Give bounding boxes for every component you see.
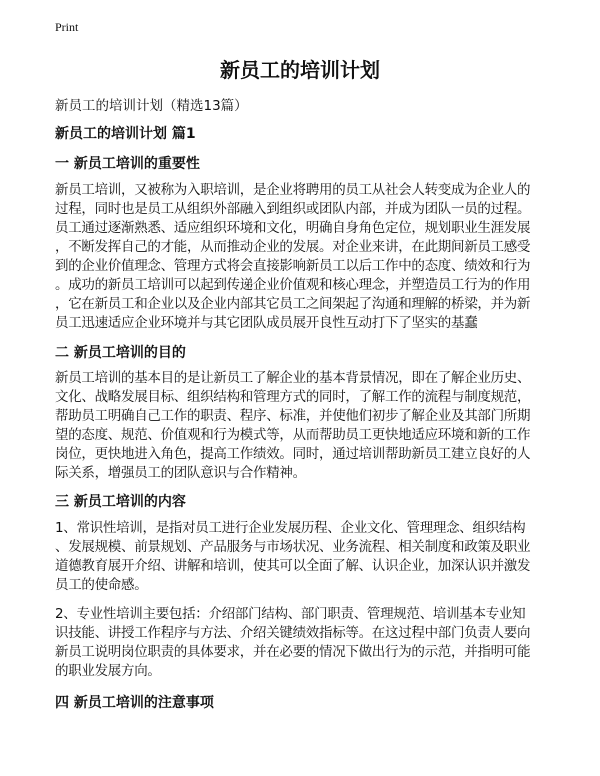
paragraph-line: 识技能、讲授工作程序与方法、介绍关键绩效指标等。在这过程中部门负责人要向	[55, 625, 531, 641]
paragraph-line: 帮助员工明确自己工作的职责、程序、标准，并使他们初步了解企业及其部门所期	[55, 408, 531, 424]
paragraph-line: 岗位，更快地进入角色，提高工作绩效。同时，通过培训帮助新员工建立良好的人	[55, 446, 531, 462]
paragraph-line: 的职业发展方向。	[55, 663, 161, 679]
paragraph-line: 2、专业性培训主要包括：介绍部门结构、部门职责、管理规范、培训基本专业知	[55, 606, 526, 622]
paragraph-line: 1、常识性培训，是指对员工进行企业发展历程、企业文化、管理理念、组织结构	[55, 520, 526, 536]
paragraph-line: 过程，同时也是员工从组织外部融入到组织或团队内部，并成为团队一员的过程。	[55, 201, 531, 217]
paragraph-line: 新员工说明岗位职责的具体要求，并在必要的情况下做出行为的示范，并指明可能	[55, 644, 531, 660]
paragraph-line: 到的企业价值理念、管理方式将会直接影响新员工以后工作中的态度、绩效和行为	[55, 258, 531, 274]
section-heading: 三 新员工培训的内容	[55, 494, 186, 510]
paragraph	[55, 519, 530, 595]
part-heading: 新员工的培训计划 篇1	[55, 126, 196, 142]
paragraph-line: 新员工培训，又被称为入职培训，是企业将聘用的员工从社会人转变成为企业人的	[55, 182, 531, 198]
page-title: 新员工的培训计划	[220, 58, 380, 82]
paragraph-line: 望的态度、规范、价值观和行为模式等，从而帮助员工更快地适应环境和新的工作	[55, 427, 531, 443]
paragraph-line: 。成功的新员工培训可以起到传递企业价值观和核心理念，并塑造员工行为的作用	[55, 277, 531, 293]
document-subtitle: 新员工的培训计划（精选13篇）	[55, 98, 248, 114]
section-heading: 四 新员工培训的注意事项	[55, 695, 214, 711]
paragraph-line: 际关系，增强员工的团队意识与合作精神。	[55, 465, 306, 481]
paragraph-line: 员工迅速适应企业环境并与其它团队成员展开良性互动打下了坚实的基蠢	[55, 315, 478, 331]
section-heading: 一 新员工培训的重要性	[55, 156, 200, 172]
paragraph-line: ，不断发挥自己的才能，从而推动企业的发展。对企业来讲，在此期间新员工感受	[55, 239, 531, 255]
paragraph-line: 、发展规模、前景规划、产品服务与市场状况、业务流程、相关制度和政策及职业	[55, 539, 531, 555]
paragraph-line: 员工的使命感。	[55, 577, 148, 593]
paragraph	[55, 181, 530, 333]
print-link[interactable]: Print	[55, 20, 79, 34]
paragraph	[55, 369, 530, 483]
paragraph-line: ，它在新员工和企业以及企业内部其它员工之间架起了沟通和理解的桥梁，并为新	[55, 296, 531, 312]
paragraph	[55, 605, 530, 681]
paragraph-line: 新员工培训的基本目的是让新员工了解企业的基本背景情况，即在了解企业历史、	[55, 370, 531, 386]
paragraph-line: 员工通过逐渐熟悉、适应组织环境和文化，明确自身角色定位，规划职业生涯发展	[55, 220, 531, 236]
paragraph-line: 道德教育展开介绍、讲解和培训，使其可以全面了解、认识企业，加深认识并激发	[55, 558, 531, 574]
section-heading: 二 新员工培训的目的	[55, 345, 186, 361]
paragraph-line: 文化、战略发展目标、组织结构和管理方式的同时，了解工作的流程与制度规范，	[55, 389, 531, 405]
